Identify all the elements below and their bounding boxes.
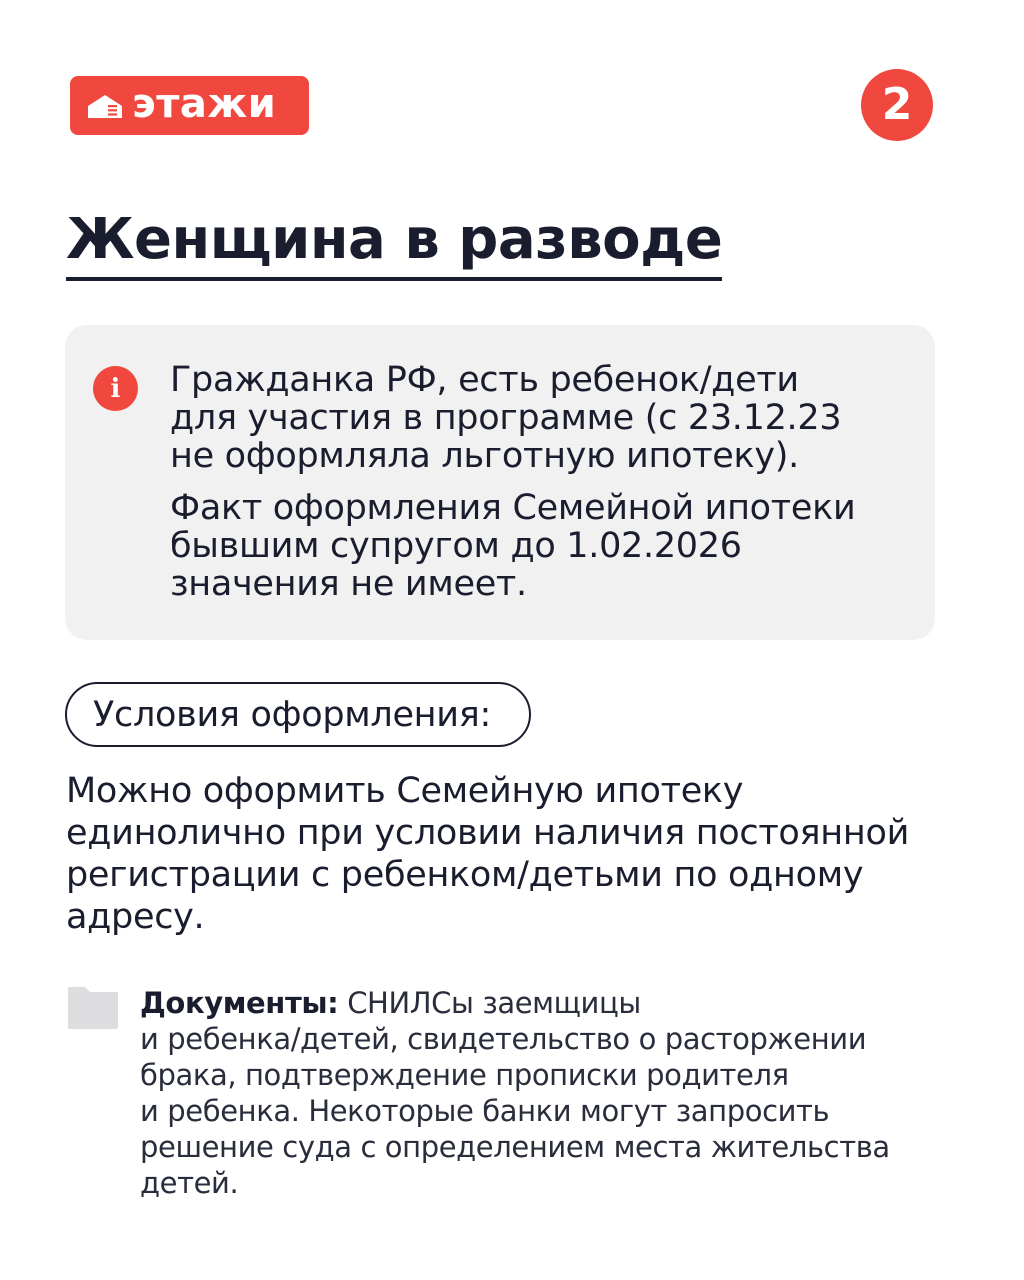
info-paragraph-ex-spouse: Факт оформления Семейной ипотеки бывшим супругом до 1.02.2026 значения не имеет. [170, 488, 856, 604]
info-paragraph-eligibility: Гражданка РФ, есть ребенок/дети для участия в программе (с 23.12.23 не оформляла льготную ипотеку). [170, 360, 842, 476]
logo-text: этажи [132, 80, 277, 127]
page-title: Женщина в разводе [66, 205, 722, 281]
info-icon: i [93, 366, 138, 411]
brand-logo [70, 76, 309, 135]
conditions-label-pill: Условия оформления: [65, 682, 531, 747]
documents-body: СНИЛСы заемщицы и ребенка/детей, свидетельство о расторжении брака, подтверждение прописки родителя и ребенка. Некоторые банки могут запросить решение суда с определением места жительства детей. [140, 986, 890, 1200]
building-icon [86, 92, 124, 120]
conditions-text: Можно оформить Семейную ипотеку единолично при условии наличия постоянной регистрации с ребенком/детьми по одному адресу. [66, 771, 910, 937]
page-number-badge: 2 [861, 69, 933, 141]
info-text [170, 361, 910, 603]
documents-label: Документы: [140, 986, 339, 1020]
info-card [65, 325, 935, 640]
documents-text [140, 985, 940, 1201]
folder-icon [68, 987, 118, 1029]
